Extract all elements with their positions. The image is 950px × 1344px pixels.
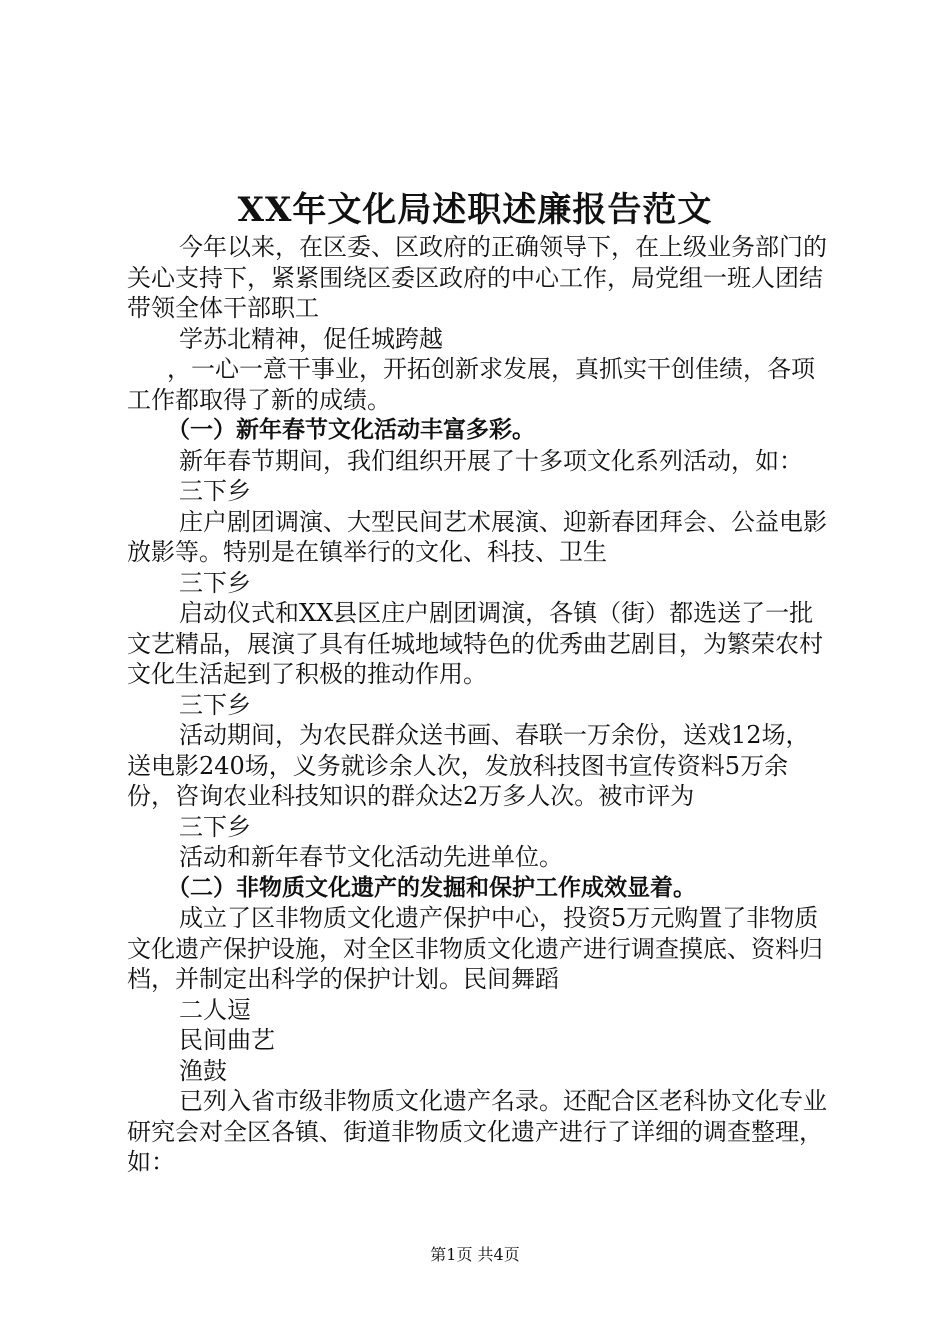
paragraph: 三下乡 [179,568,251,597]
paragraph: 学苏北精神，促任城跨越 [179,324,443,353]
paragraph: 启动仪式和XX县区庄户剧团调演，各镇（街）都选送了一批文艺精品，展演了具有任城地域特色的优秀曲艺剧目，为繁荣农村文化生活起到了积极的推动作用。 [127,599,823,688]
paragraph: 三下乡 [179,477,251,505]
paragraph: 渔鼓 [179,1056,227,1085]
paragraph: 庄户剧团调演、大型民间艺术展演、迎新春团拜会、公益电影放影等。特别是在镇举行的文化、科技、卫生 [127,507,827,566]
paragraph: 新年春节期间，我们组织开展了十多项文化系列活动，如： [179,446,803,475]
page-footer: 第1页 共4页 [430,1245,520,1264]
paragraph: 成立了区非物质文化遗产保护中心，投资5万元购置了非物质文化遗产保护设施，对全区非物质文化遗产进行调查摸底、资料归档，并制定出科学的保护计划。民间舞蹈 [127,904,823,993]
paragraph: 今年以来，在区委、区政府的正确领导下，在上级业务部门的关心支持下，紧紧围绕区委区政府的中心工作，局党组一班人团结带领全体干部职工 [127,233,827,322]
section-heading: （一）新年春节文化活动丰富多彩。 [167,417,535,443]
paragraph: 三下乡 [179,690,251,719]
section-heading: （二）非物质文化遗产的发掘和保护工作成效显着。 [167,874,696,901]
document-body [127,232,827,1178]
document-title: XX年文化局述职述廉报告范文 [237,190,713,230]
paragraph: 活动期间，为农民群众送书画、春联一万余份，送戏12场，送电影240场，义务就诊余人次，发放科技图书宣传资料5万余份，咨询农业科技知识的群众达2万多人次。被市评为 [127,721,810,810]
paragraph: 三下乡 [179,812,251,841]
paragraph: 民间曲艺 [179,1026,275,1054]
paragraph: 二人逗 [179,995,251,1024]
paragraph: 活动和新年春节文化活动先进单位。 [179,843,563,871]
paragraph: 已列入省市级非物质文化遗产名录。还配合区老科协文化专业研究会对全区各镇、街道非物质文化遗产进行了详细的调查整理，如： [127,1087,827,1176]
paragraph: ，一心一意干事业，开拓创新求发展，真抓实干创佳绩，各项工作都取得了新的成绩。 [127,355,815,414]
